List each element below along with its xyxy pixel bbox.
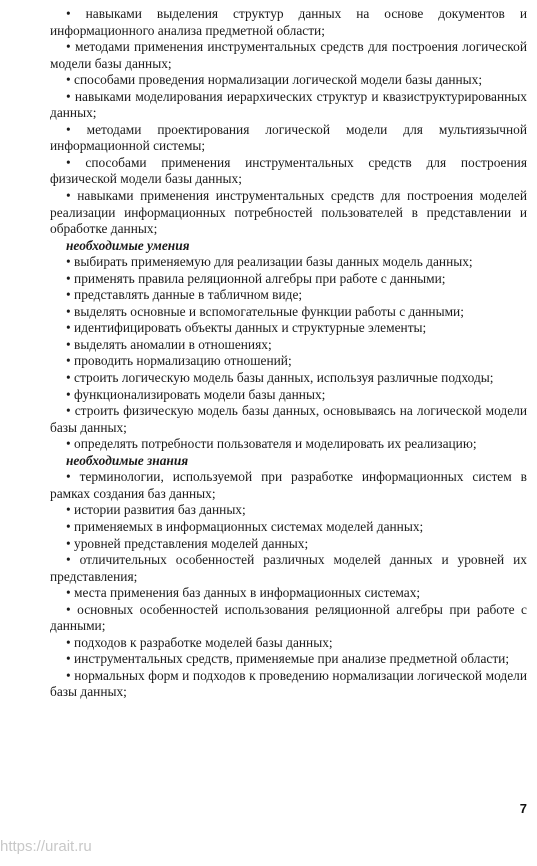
list-item: • применять правила реляционной алгебры при работе с данными; (66, 270, 446, 286)
list-item: • способами применения инструментальных средств для построения физической модели базы данных; (50, 154, 527, 187)
list-item: • определять потребности пользователя и моделировать их реализацию; (66, 436, 477, 452)
list-item: • представлять данные в табличном виде; (66, 287, 303, 303)
section-heading-skills: необходимые умения (66, 237, 190, 253)
list-item: • строить физическую модель базы данных, основываясь на логической модели базы данных; (50, 403, 527, 435)
list-item: • выделять основные и вспомогательные функции работы с данными; (66, 303, 464, 319)
list-item: • методами проектирования логической модели для мультиязычной информационной системы; (50, 121, 527, 154)
list-item: • нормальных форм и подходов к проведению нормализации логической модели базы данных; (50, 667, 527, 700)
list-item: • основных особенностей использования реляционной алгебры при работе с данными; (50, 601, 527, 634)
document-body (50, 6, 527, 701)
list-item: • места применения баз данных в информационных системах; (66, 585, 421, 601)
list-item: • инструментальных средств, применяемые при анализе предметной области; (66, 651, 510, 667)
list-item: • подходов к разработке моделей базы данных; (66, 634, 333, 650)
list-item: • уровней представления моделей данных; (66, 535, 309, 551)
list-item: • навыками выделения структур данных на основе документов и информационного анализа предметной области; (50, 6, 527, 38)
list-item: • отличительных особенностей различных моделей данных и уровней их представления; (50, 552, 527, 584)
section-heading-knowledge: необходимые знания (66, 452, 189, 468)
list-item: • способами проведения нормализации логической модели базы данных; (66, 72, 483, 88)
list-item: • навыками моделирования иерархических структур и квазиструктурированных данных; (50, 88, 527, 121)
list-item: • функционализировать модели базы данных; (66, 386, 326, 402)
list-item: • применяемых в информационных системах моделей данных; (66, 518, 424, 534)
list-item: • строить логическую модель базы данных, используя различные подходы; (66, 370, 494, 386)
list-item: • терминологии, используемой при разработке информационных систем в рамках создания баз данных; (50, 469, 527, 501)
list-item: • выбирать применяемую для реализации базы данных модель данных; (66, 254, 473, 270)
list-item: • методами применения инструментальных средств для построения логической модели базы данных; (50, 39, 527, 71)
list-item: • навыками применения инструментальных средств для построения моделей реализации информационных потребностей пользователей в представлении и обработке данных; (50, 188, 527, 237)
page-number: 7 (519, 801, 527, 816)
list-item: • идентифицировать объекты данных и структурные элементы; (66, 320, 427, 336)
source-watermark: https://urait.ru (0, 838, 92, 855)
list-item: • истории развития баз данных; (66, 502, 246, 518)
list-item: • выделять аномалии в отношениях; (66, 336, 272, 352)
list-item: • проводить нормализацию отношений; (66, 353, 292, 369)
